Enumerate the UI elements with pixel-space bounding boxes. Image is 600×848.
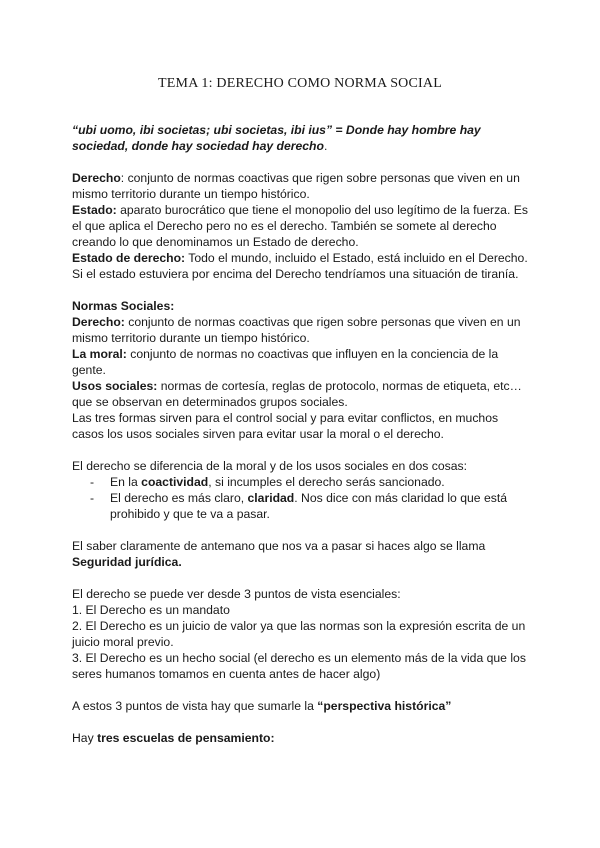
norma-term: La moral:: [72, 347, 127, 361]
diferencia-list: [72, 474, 528, 522]
norma-item: [72, 314, 528, 346]
item-pre: El derecho es más claro,: [110, 491, 248, 505]
list-item: [72, 474, 528, 490]
norma-term: Derecho:: [72, 315, 125, 329]
list-item: [72, 490, 528, 522]
normas-closing: Las tres formas sirven para el control social y para evitar conflictos, en muchos casos los usos sociales sirven para evitar usar la moral o el derecho.: [72, 411, 499, 441]
definition-term: Estado:: [72, 203, 117, 217]
norma-text: conjunto de normas coactivas que rigen sobre personas que viven en un mismo territorio durante un tiempo histórico.: [72, 315, 521, 345]
definition-estado-de-derecho: [72, 250, 528, 282]
perspectiva-text: A estos 3 puntos de vista hay que sumarle la: [72, 699, 318, 713]
punto-item: 3. El Derecho es un hecho social (el derecho es un elemento más de la vida que los seres humanos tomamos en cuenta antes de hacer algo): [72, 651, 526, 681]
definition-text: aparato burocrático que tiene el monopolio del uso legítimo de la fuerza. Es el que aplica el Derecho pero no es el derecho. También se somete al derecho creando lo que denominamos un Estado de derecho.: [72, 203, 528, 249]
normas-heading: [72, 298, 528, 314]
quote-end: .: [323, 139, 328, 153]
latin-quote: “ubi uomo, ibi societas; ubi societas, ibi ius”: [72, 123, 333, 137]
norma-term: Usos sociales:: [72, 379, 158, 393]
definition-derecho: [72, 170, 528, 202]
definition-text: conjunto de normas coactivas que rigen sobre personas que viven en un mismo territorio durante un tiempo histórico.: [72, 171, 520, 201]
item-bold: claridad: [247, 491, 295, 505]
perspectiva-bold: “perspectiva histórica”: [317, 699, 452, 713]
punto-item: 1. El Derecho es un mandato: [72, 603, 230, 617]
item-post: . Nos dice con más claridad lo que está prohibido y que te va a pasar.: [110, 491, 507, 521]
document-body: [72, 122, 528, 746]
norma-item: [72, 378, 528, 410]
puntos-intro: El derecho se puede ver desde 3 puntos de vista esenciales:: [72, 587, 401, 601]
definition-term: Estado de derecho:: [72, 251, 186, 265]
escuelas-bold: tres escuelas de pensamiento:: [97, 731, 275, 745]
escuelas-text: Hay: [72, 731, 98, 745]
norma-item: [72, 346, 528, 378]
quote-paragraph: [72, 122, 528, 154]
definition-term: Derecho: [72, 171, 121, 185]
norma-text: conjunto de normas no coactivas que influyen en la conciencia de la gente.: [72, 347, 499, 377]
escuelas-paragraph: [72, 730, 528, 746]
definition-text: Todo el mundo, incluido el Estado, está incluido en el Derecho. Si el estado estuviera por encima del Derecho tendríamos una situación de tiranía.: [72, 251, 528, 281]
normas-heading-text: Normas Sociales:: [72, 299, 175, 313]
definition-sep: :: [120, 171, 128, 185]
seguridad-text: El saber claramente de antemano que nos va a pasar si haces algo se llama: [72, 539, 486, 553]
quote-translation: = Donde hay hombre hay sociedad, donde hay sociedad hay derecho: [72, 123, 481, 153]
item-post: , si incumples el derecho serás sancionado.: [208, 475, 445, 489]
norma-text: normas de cortesía, reglas de protocolo, normas de etiqueta, etc… que se observan en determinados grupos sociales.: [72, 379, 522, 409]
item-bold: coactividad: [141, 475, 209, 489]
diferencia-intro: El derecho se diferencia de la moral y de los usos sociales en dos cosas:: [72, 459, 467, 473]
perspectiva-paragraph: [72, 698, 528, 714]
page-title: TEMA 1: DERECHO COMO NORMA SOCIAL: [158, 76, 442, 91]
seguridad-bold: Seguridad jurídica.: [72, 555, 182, 569]
seguridad-paragraph: [72, 538, 528, 570]
item-pre: En la: [110, 475, 142, 489]
punto-item: 2. El Derecho es un juicio de valor ya que las normas son la expresión escrita de un juicio moral previo.: [72, 619, 526, 649]
definition-estado: [72, 202, 528, 250]
